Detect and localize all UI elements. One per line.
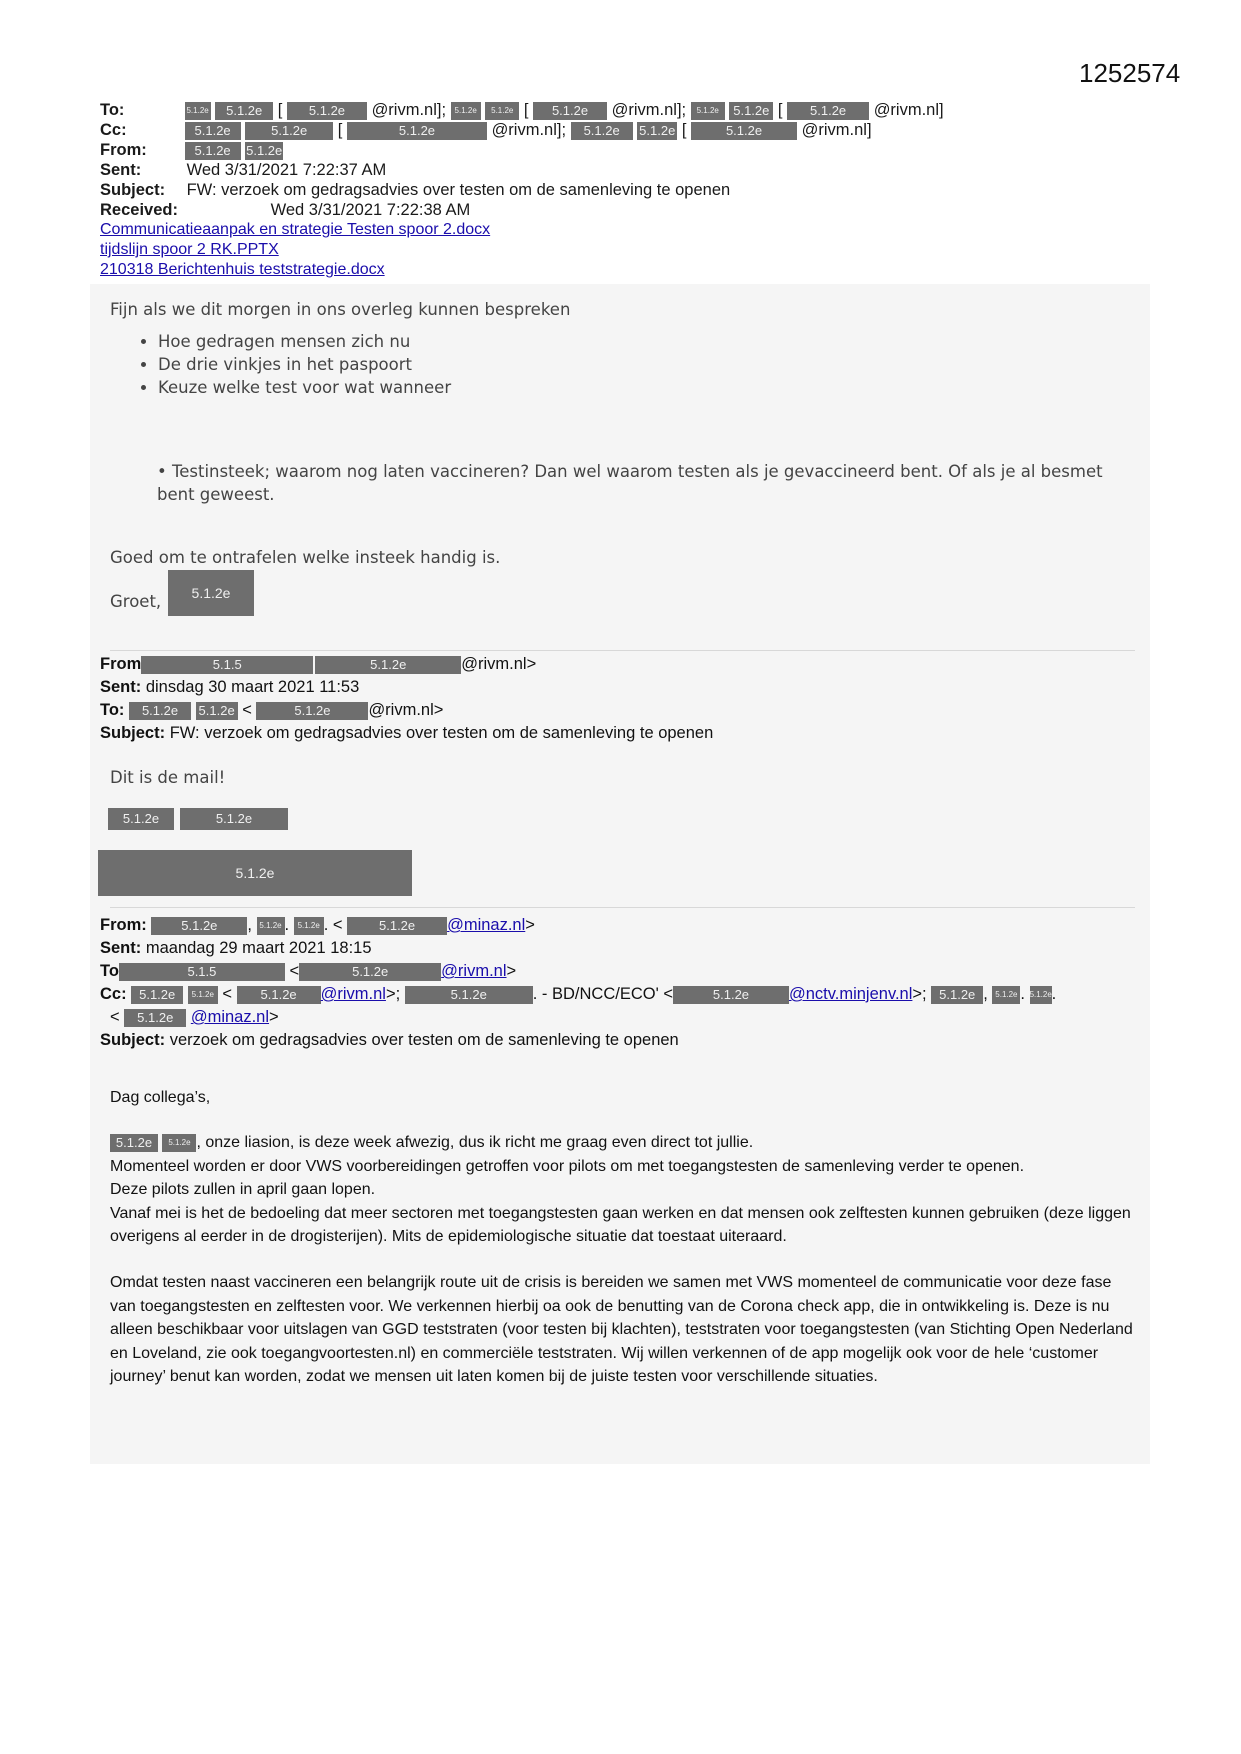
msg3-salutation: Dag collega’s, <box>110 1089 211 1106</box>
received-value: Wed 3/31/2021 7:22:38 AM <box>270 201 471 219</box>
msg3-cc-row-2: < 5.1.2e @minaz.nl> <box>110 1008 279 1026</box>
header-to-row <box>100 100 944 120</box>
subject-value: verzoek om gedragsadvies over testen om de samenleving te openen <box>169 1031 679 1049</box>
redaction: 5.1.2e <box>162 1134 196 1152</box>
redaction: 5.1.2e <box>992 986 1020 1004</box>
msg3-sent-row <box>100 937 372 959</box>
msg2-to-row: To: 5.1.2e 5.1.2e < 5.1.2e @rivm.nl> <box>100 701 444 719</box>
redaction: 5.1.2e <box>151 917 247 935</box>
subject-value: FW: verzoek om gedragsadvies over testen om de samenleving te openen <box>186 181 731 199</box>
bracket: [ <box>777 101 783 119</box>
to-label: To: <box>100 701 125 719</box>
header-sent-row <box>100 160 386 180</box>
redaction: 5.1.2e <box>315 656 461 674</box>
redaction: 5.1.2e <box>405 986 533 1004</box>
list-item: • Keuze welke test voor wat wanneer <box>158 378 451 397</box>
redaction: 5.1.2e <box>729 102 773 120</box>
bracket: [ <box>681 121 687 139</box>
redaction: 5.1.2e <box>533 102 607 120</box>
sent-value: dinsdag 30 maart 2021 11:53 <box>145 678 360 696</box>
redaction: 5.1.2e <box>639 122 676 138</box>
paragraph-text: , onze liasion, is deze week afwezig, dus ik richt me graag even direct tot jullie. <box>196 1134 754 1151</box>
cc-domain: @rivm.nl]; <box>491 121 567 139</box>
list-item: • De drie vinkjes in het paspoort <box>158 355 451 374</box>
redaction: 5.1.2e <box>98 850 412 896</box>
document-number: 1252574 <box>1079 58 1181 88</box>
msg1-intro: Fijn als we dit morgen in ons overleg kunnen bespreken <box>110 300 571 319</box>
redaction: 5.1.2e <box>691 122 797 140</box>
sent-value: Wed 3/31/2021 7:22:37 AM <box>186 161 387 179</box>
bracket: [ <box>337 121 343 139</box>
paragraph-line <box>110 1131 1140 1155</box>
to-domain-end: @rivm.nl] <box>873 101 944 119</box>
redaction: 5.1.2e <box>245 122 333 140</box>
redaction: 5.1.2e <box>691 102 725 120</box>
cc-bd: . - BD/NCC/ECO' < <box>532 985 673 1003</box>
redaction: 5.1.2e <box>188 986 218 1004</box>
msg1-bullet-4 <box>157 460 1117 506</box>
redaction: 5.1.2e <box>108 808 174 830</box>
msg3-subject-row <box>100 1029 679 1051</box>
cc-label: Cc: <box>100 121 127 139</box>
redaction: 5.1.2e <box>237 986 321 1004</box>
from-email-link[interactable]: @minaz.nl <box>447 916 526 934</box>
cc-domain-end: @rivm.nl] <box>801 121 872 139</box>
paragraph-line: Vanaf mei is het de bedoeling dat meer sectoren met toegangstesten gaan werken en dat mensen ook zelftesten kunnen gebruiken (deze liggen overigens al eerder in de drogisterijen). Mits de epidemiologische situatie dat toestaat uiteraard. <box>110 1204 1131 1245</box>
to-domain: @rivm.nl]; <box>371 101 447 119</box>
sent-label: Sent: <box>100 678 142 696</box>
subject-value: FW: verzoek om gedragsadvies over testen om de samenleving te openen <box>169 724 714 742</box>
redaction: 5.1.2e <box>256 702 368 720</box>
redaction: 5.1.2e <box>451 102 481 120</box>
redaction: 5.1.2e <box>257 917 285 935</box>
sent-label: Sent: <box>100 939 142 957</box>
divider <box>110 650 1135 651</box>
redaction: 5.1.2e <box>131 986 183 1004</box>
redaction: 5.1.2e <box>185 142 241 160</box>
redaction: 5.1.2e <box>1030 986 1052 1004</box>
redaction: 5.1.2e <box>185 102 211 120</box>
msg1-greeting: Groet, <box>110 592 162 611</box>
redaction: 5.1.2e <box>129 702 191 720</box>
divider <box>110 907 1135 908</box>
redaction: 5.1.2e <box>124 1009 186 1027</box>
header-subject-row <box>100 180 730 200</box>
redaction: 5.1.2e <box>287 102 367 120</box>
msg2-from-row <box>100 653 536 675</box>
list-item: • Hoe gedragen mensen zich nu <box>158 332 451 351</box>
redaction: 5.1.2e <box>485 102 519 120</box>
redaction: 5.1.2e <box>196 702 238 720</box>
redaction: 5.1.2e <box>294 917 324 935</box>
attachment-link[interactable]: Communicatieaanpak en strategie Testen spoor 2.docx <box>100 221 491 238</box>
msg3-paragraph-2: Omdat testen naast vaccineren een belangrijk route uit de crisis is bereiden we samen met VWS momenteel de communicatie voor deze fase van toegangstesten en zelftesten voor. We verkennen hierbij oa ook de benutting van de Corona check app, die in ontwikkeling is. Deze is nu alleen beschikbaar voor uitslagen van GGD teststraten (voor testen bij klachten), teststraten voor toegangstesten (van Stichting Open Nederland en Loveland, zie ook toegangvoortesten.nl) en commerciële teststraten. Wij willen verkennen of de app mogelijk ook voor de hele ‘customer journey’ benut kan worden, zodat we mensen uit laten komen bij de juiste testen voor verschillende situaties. <box>110 1274 1133 1385</box>
received-label: Received: <box>100 201 178 219</box>
msg1-bullet-list <box>132 332 451 401</box>
header-received-row <box>100 200 470 220</box>
msg1-closing: Goed om te ontrafelen welke insteek handig is. <box>110 548 501 567</box>
redaction: 5.1.2e <box>931 986 983 1004</box>
redaction: 5.1.2e <box>215 102 273 120</box>
bullet-dot: • <box>157 462 172 481</box>
redaction: 5.1.2e <box>185 122 241 140</box>
paragraph-line: Deze pilots zullen in april gaan lopen. <box>110 1181 376 1198</box>
sent-value: maandag 29 maart 2021 18:15 <box>145 939 372 957</box>
redaction: 5.1.2e <box>168 570 254 616</box>
to-domain: @rivm.nl]; <box>611 101 687 119</box>
redaction: 5.1.2e <box>299 963 441 981</box>
msg2-sent-row <box>100 676 359 698</box>
attachment-link[interactable]: tijdslijn spoor 2 RK.PPTX <box>100 241 279 258</box>
to-label: To: <box>100 101 125 119</box>
to-label: To <box>100 962 119 980</box>
attachment-link[interactable]: 210318 Berichtenhuis teststrategie.docx <box>100 261 385 278</box>
msg3-from-row: From: 5.1.2e , 5.1.2e . 5.1.2e . < 5.1.2e @minaz.nl> <box>100 916 535 934</box>
header-cc-row <box>100 120 872 140</box>
cc-nctv-link[interactable]: @nctv.minjenv.nl <box>788 985 913 1003</box>
from-label: From: <box>100 141 147 159</box>
paragraph-line: Momenteel worden er door VWS voorbereidingen getroffen voor pilots om met toegangstesten de samenleving verder te openen. <box>110 1157 1025 1175</box>
msg2-subject-row <box>100 722 713 744</box>
redaction: 5.1.2e <box>180 808 288 830</box>
subject-label: Subject: <box>100 1031 166 1049</box>
msg3-cc-row: Cc: 5.1.2e 5.1.2e < 5.1.2e @rivm.nl>; 5.1.2e . - BD/NCC/ECO' < 5.1.2e @nctv.minjenv.nl>; 5.1.2e , 5.1.2e . 5.1.2e. <box>100 985 1057 1003</box>
redaction: 5.1.2e <box>246 142 283 158</box>
redaction: 5.1.2e <box>347 122 487 140</box>
from-domain: @rivm.nl> <box>461 655 537 673</box>
bullet-text: Testinsteek; waarom nog laten vaccineren? Dan wel waarom testen als je gevaccineerd bent. Of als je al besmet bent geweest. <box>157 462 1103 504</box>
redaction: 5.1.2e <box>673 986 789 1004</box>
from-label: From: <box>100 916 147 934</box>
redaction: 5.1.2e <box>110 1134 158 1152</box>
msg3-paragraph-1 <box>110 1131 1140 1249</box>
redaction: 5.1.2e <box>787 102 869 120</box>
sent-label: Sent: <box>100 161 142 179</box>
cc-minaz-link[interactable]: @minaz.nl <box>190 1008 270 1026</box>
msg3-to-row: To 5.1.5 < 5.1.2e @rivm.nl> <box>100 962 517 980</box>
subject-label: Subject: <box>100 181 166 199</box>
from-label: From <box>100 655 142 673</box>
msg2-body: Dit is de mail! <box>110 768 226 787</box>
bracket: [ <box>523 101 529 119</box>
to-domain: @rivm.nl> <box>368 701 444 719</box>
cc-label: Cc: <box>100 985 127 1003</box>
redaction: 5.1.5 <box>141 656 313 674</box>
to-email-link[interactable]: @rivm.nl <box>441 962 507 980</box>
redaction: 5.1.2e <box>571 122 633 140</box>
redaction: 5.1.5 <box>119 963 285 981</box>
redaction: 5.1.2e <box>347 917 447 935</box>
cc-email-link[interactable]: @rivm.nl <box>320 985 386 1003</box>
subject-label: Subject: <box>100 724 166 742</box>
bracket: [ <box>277 101 283 119</box>
header-from-row <box>100 140 283 160</box>
